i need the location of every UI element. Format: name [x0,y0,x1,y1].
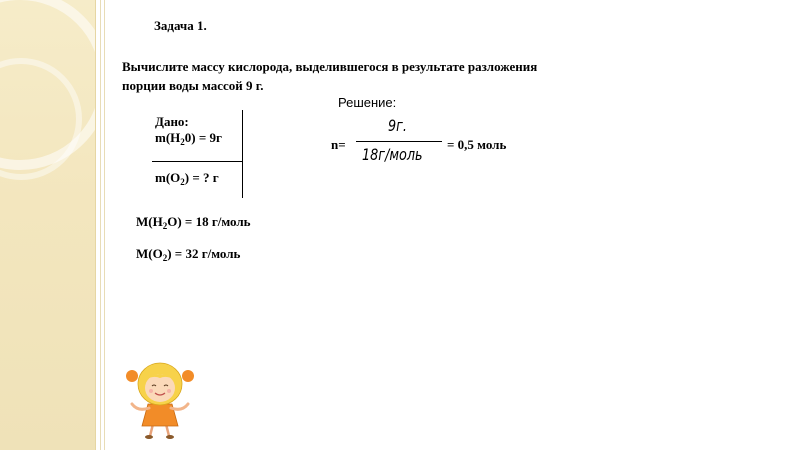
formula-numerator: 9г. [388,116,407,135]
given-vertical-divider [242,110,243,198]
given-label: Дано: [155,114,189,129]
given-horizontal-divider [152,161,243,162]
cartoon-girl-icon [122,358,198,440]
sidebar-ring-decoration [0,0,96,190]
task-title: Задача 1. [154,18,207,33]
formula-result: = 0,5 моль [447,137,507,152]
decorative-sidebar [0,0,96,450]
molar-mass-h2o: $M(H_2O) = 18$ г/моль [136,214,251,231]
question-line-2: порции воды массой 9 г. [122,78,264,93]
molar-mass-o2: $M(O_2) = 32$ г/моль [136,246,241,263]
fraction-bar [356,141,442,142]
given-o2-mass: $m(O_2)$ = ? г [155,170,219,187]
formula-lhs: n= [331,137,346,152]
sidebar-divider-line-2 [104,0,105,450]
given-h2o-mass: $m(H_20) = 9г$ [155,130,222,147]
sidebar-divider-line [100,0,101,450]
solution-header: Решение: [338,95,397,110]
question-line-1: Вычислите массу кислорода, выделившегося в результате разложения [122,59,538,74]
formula-denominator: 18г/моль [362,145,423,164]
